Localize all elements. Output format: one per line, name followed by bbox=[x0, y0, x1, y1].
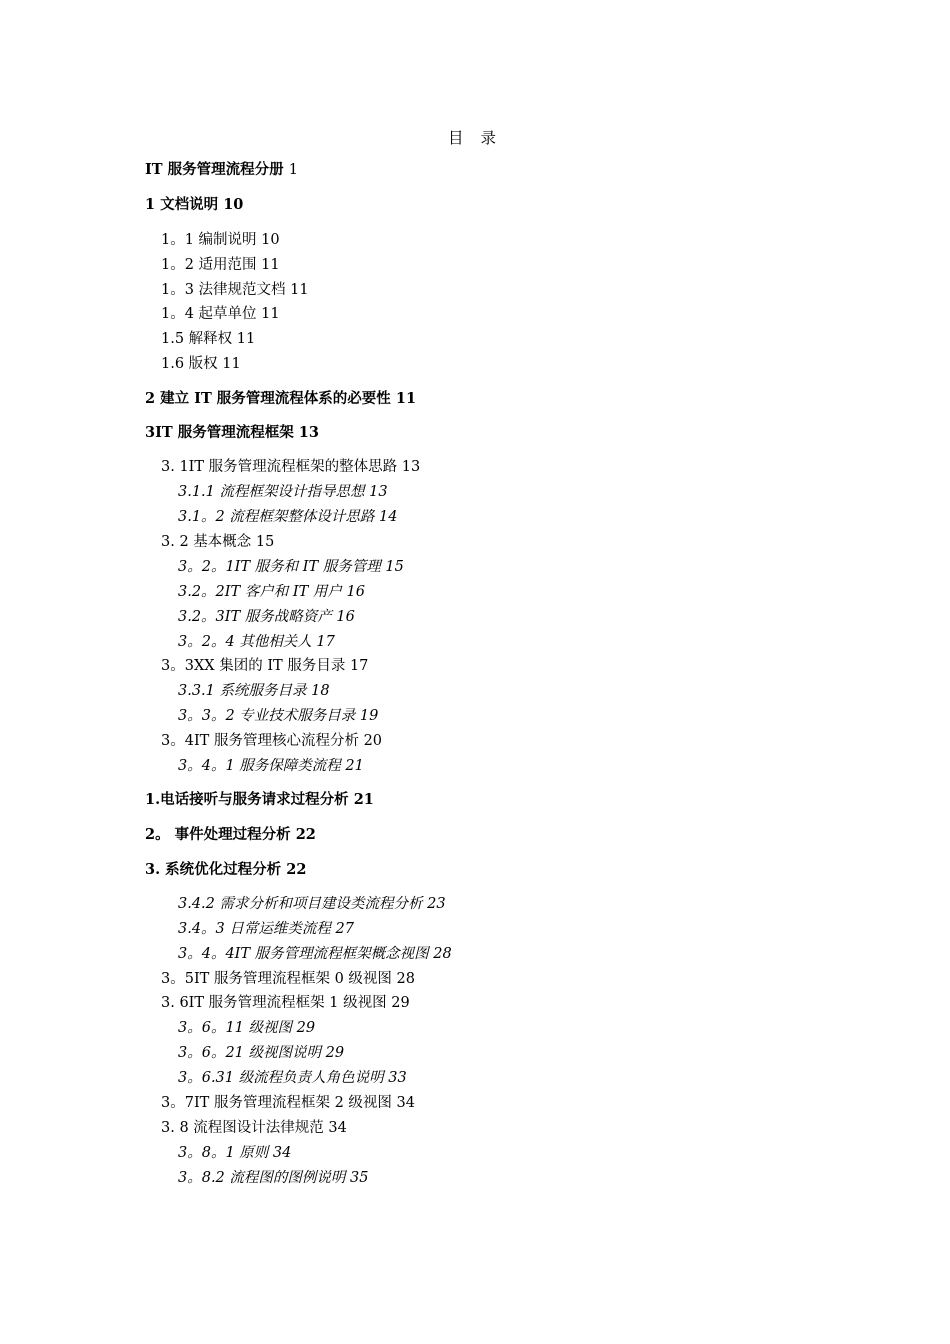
toc-entry-page-number: 11 bbox=[261, 306, 280, 322]
toc-entry-title: 1.电话接听与服务请求过程分析 bbox=[145, 791, 349, 808]
toc-entry-title: 3。6.31 级流程负责人角色说明 bbox=[178, 1070, 384, 1086]
toc-entry-title: 3。8.2 流程图的图例说明 bbox=[178, 1170, 346, 1186]
toc-entry-page-number: 35 bbox=[350, 1170, 369, 1186]
toc-entry[interactable] bbox=[178, 1168, 368, 1188]
toc-entry-page-number: 13 bbox=[369, 484, 388, 500]
toc-entry[interactable] bbox=[178, 944, 452, 964]
toc-entry-page-number: 1 bbox=[288, 162, 298, 178]
toc-entry-title: IT 服务管理流程分册 bbox=[145, 161, 284, 178]
toc-entry[interactable] bbox=[161, 457, 420, 477]
toc-entry[interactable] bbox=[161, 1093, 415, 1113]
toc-entry-title: 3.2。2IT 客户和 IT 用户 bbox=[178, 584, 342, 600]
toc-entry-title: 3。7IT 服务管理流程框架 2 级视图 bbox=[161, 1095, 392, 1111]
toc-entry[interactable] bbox=[178, 607, 355, 627]
toc-entry-title: 3.3.1 系统服务目录 bbox=[178, 683, 307, 699]
toc-entry-title: 1 文档说明 bbox=[145, 196, 219, 213]
toc-entry-title: 3IT 服务管理流程框架 bbox=[145, 424, 294, 441]
toc-entry-title: 3。2。4 其他相关人 bbox=[178, 634, 312, 650]
toc-entry[interactable] bbox=[178, 706, 378, 726]
toc-entry-title: 1.5 解释权 bbox=[161, 331, 233, 347]
toc-entry-title: 3。3。2 专业技术服务目录 bbox=[178, 708, 356, 724]
toc-entry-title: 3.1.1 流程框架设计指导思想 bbox=[178, 484, 365, 500]
toc-entry-title: 1。4 起草单位 bbox=[161, 306, 257, 322]
toc-entry[interactable] bbox=[145, 195, 243, 215]
toc-entry-page-number: 21 bbox=[353, 791, 374, 808]
toc-entry-page-number: 29 bbox=[325, 1045, 345, 1061]
toc-entry[interactable] bbox=[178, 1043, 344, 1063]
toc-entry-page-number: 27 bbox=[335, 921, 354, 937]
toc-entry[interactable] bbox=[161, 731, 382, 751]
toc-entry[interactable] bbox=[145, 825, 316, 845]
toc-entry[interactable] bbox=[161, 255, 280, 275]
toc-heading: 目 录 bbox=[448, 129, 502, 147]
toc-entry-title: 1。1 编制说明 bbox=[161, 232, 257, 248]
toc-entry-page-number: 28 bbox=[396, 971, 415, 987]
toc-entry[interactable] bbox=[178, 557, 404, 577]
toc-entry[interactable] bbox=[161, 532, 274, 552]
toc-entry[interactable] bbox=[145, 389, 416, 409]
toc-entry-page-number: 20 bbox=[363, 733, 383, 749]
toc-entry-page-number: 16 bbox=[346, 584, 365, 600]
toc-entry-title: 1。2 适用范围 bbox=[161, 257, 257, 273]
toc-entry[interactable] bbox=[161, 304, 280, 324]
toc-entry-title: 3. 1IT 服务管理流程框架的整体思路 bbox=[161, 459, 398, 475]
toc-entry-page-number: 13 bbox=[298, 424, 319, 441]
toc-entry-title: 3.4。3 日常运维类流程 bbox=[178, 921, 331, 937]
toc-entry-title: 3。2。1IT 服务和 IT 服务管理 bbox=[178, 559, 381, 575]
toc-entry-page-number: 19 bbox=[359, 708, 379, 724]
toc-entry-page-number: 22 bbox=[295, 826, 316, 843]
toc-entry-title: 3。6。11 级视图 bbox=[178, 1020, 293, 1036]
toc-entry-title: 2 建立 IT 服务管理流程体系的必要性 bbox=[145, 390, 391, 407]
toc-entry-title: 3. 6IT 服务管理流程框架 1 级视图 bbox=[161, 995, 387, 1011]
toc-entry[interactable] bbox=[145, 860, 306, 880]
toc-entry[interactable] bbox=[178, 1068, 407, 1088]
toc-entry-title: 3.4.2 需求分析和项目建设类流程分析 bbox=[178, 896, 423, 912]
toc-entry[interactable] bbox=[161, 1118, 347, 1138]
toc-entry-title: 3。8。1 原则 bbox=[178, 1145, 269, 1161]
toc-entry-page-number: 22 bbox=[286, 861, 307, 878]
toc-entry-page-number: 23 bbox=[427, 896, 446, 912]
toc-entry-page-number: 15 bbox=[255, 534, 275, 550]
toc-entry-title: 3.1。2 流程框架整体设计思路 bbox=[178, 509, 375, 525]
toc-entry[interactable] bbox=[178, 507, 397, 527]
toc-entry[interactable] bbox=[178, 1018, 315, 1038]
toc-entry[interactable] bbox=[161, 329, 255, 349]
toc-entry-page-number: 34 bbox=[396, 1095, 415, 1111]
toc-entry-page-number: 33 bbox=[388, 1070, 407, 1086]
toc-entry-title: 3。6。21 级视图说明 bbox=[178, 1045, 322, 1061]
toc-entry-title: 2。 事件处理过程分析 bbox=[145, 826, 291, 843]
toc-entry[interactable] bbox=[178, 482, 388, 502]
toc-entry-title: 1。3 法律规范文档 bbox=[161, 282, 286, 298]
toc-entry-page-number: 29 bbox=[391, 995, 410, 1011]
toc-entry-page-number: 11 bbox=[261, 257, 280, 273]
toc-entry[interactable] bbox=[178, 681, 330, 701]
toc-entry-page-number: 34 bbox=[328, 1120, 347, 1136]
toc-entry-page-number: 17 bbox=[349, 658, 369, 674]
toc-entry-page-number: 29 bbox=[296, 1020, 316, 1036]
toc-entry[interactable] bbox=[178, 919, 354, 939]
toc-entry-page-number: 13 bbox=[401, 459, 421, 475]
toc-entry-title: 3. 2 基本概念 bbox=[161, 534, 252, 550]
toc-entry-page-number: 11 bbox=[290, 282, 309, 298]
toc-entry-page-number: 18 bbox=[311, 683, 330, 699]
toc-entry[interactable] bbox=[161, 354, 241, 374]
toc-entry[interactable] bbox=[161, 993, 410, 1013]
toc-entry-page-number: 11 bbox=[222, 356, 241, 372]
toc-entry[interactable] bbox=[161, 969, 415, 989]
toc-entry-page-number: 16 bbox=[336, 609, 355, 625]
toc-entry-title: 3. 8 流程图设计法律规范 bbox=[161, 1120, 324, 1136]
toc-entry-page-number: 11 bbox=[236, 331, 256, 347]
toc-entry[interactable] bbox=[178, 1143, 291, 1163]
toc-entry-page-number: 17 bbox=[316, 634, 335, 650]
toc-entry-page-number: 10 bbox=[261, 232, 280, 248]
toc-entry-page-number: 11 bbox=[395, 390, 417, 407]
toc-entry[interactable] bbox=[145, 423, 319, 443]
toc-entry[interactable] bbox=[178, 756, 364, 776]
toc-entry[interactable] bbox=[161, 656, 368, 676]
toc-entry-page-number: 21 bbox=[345, 758, 364, 774]
toc-entry-page-number: 10 bbox=[223, 196, 244, 213]
toc-entry-title: 3。4。4IT 服务管理流程框架概念视图 bbox=[178, 946, 429, 962]
toc-entry[interactable] bbox=[161, 230, 280, 250]
toc-entry-page-number: 28 bbox=[433, 946, 452, 962]
toc-entry[interactable] bbox=[145, 790, 374, 810]
toc-entry-title: 3。4IT 服务管理核心流程分析 bbox=[161, 733, 359, 749]
toc-entry[interactable] bbox=[178, 582, 365, 602]
toc-entry-title: 1.6 版权 bbox=[161, 356, 218, 372]
toc-entry-title: 3.2。3IT 服务战略资产 bbox=[178, 609, 332, 625]
toc-entry[interactable] bbox=[178, 894, 446, 914]
toc-entry[interactable] bbox=[161, 280, 309, 300]
toc-entry[interactable] bbox=[145, 160, 298, 180]
toc-entry-title: 3. 系统优化过程分析 bbox=[145, 861, 282, 878]
toc-entry-page-number: 34 bbox=[272, 1145, 292, 1161]
toc-entry[interactable] bbox=[178, 632, 335, 652]
toc-entry-title: 3。5IT 服务管理流程框架 0 级视图 bbox=[161, 971, 392, 987]
toc-entry-title: 3。4。1 服务保障类流程 bbox=[178, 758, 341, 774]
toc-entry-title: 3。3XX 集团的 IT 服务目录 bbox=[161, 658, 346, 674]
toc-entry-page-number: 15 bbox=[385, 559, 404, 575]
toc-entry-page-number: 14 bbox=[379, 509, 398, 525]
